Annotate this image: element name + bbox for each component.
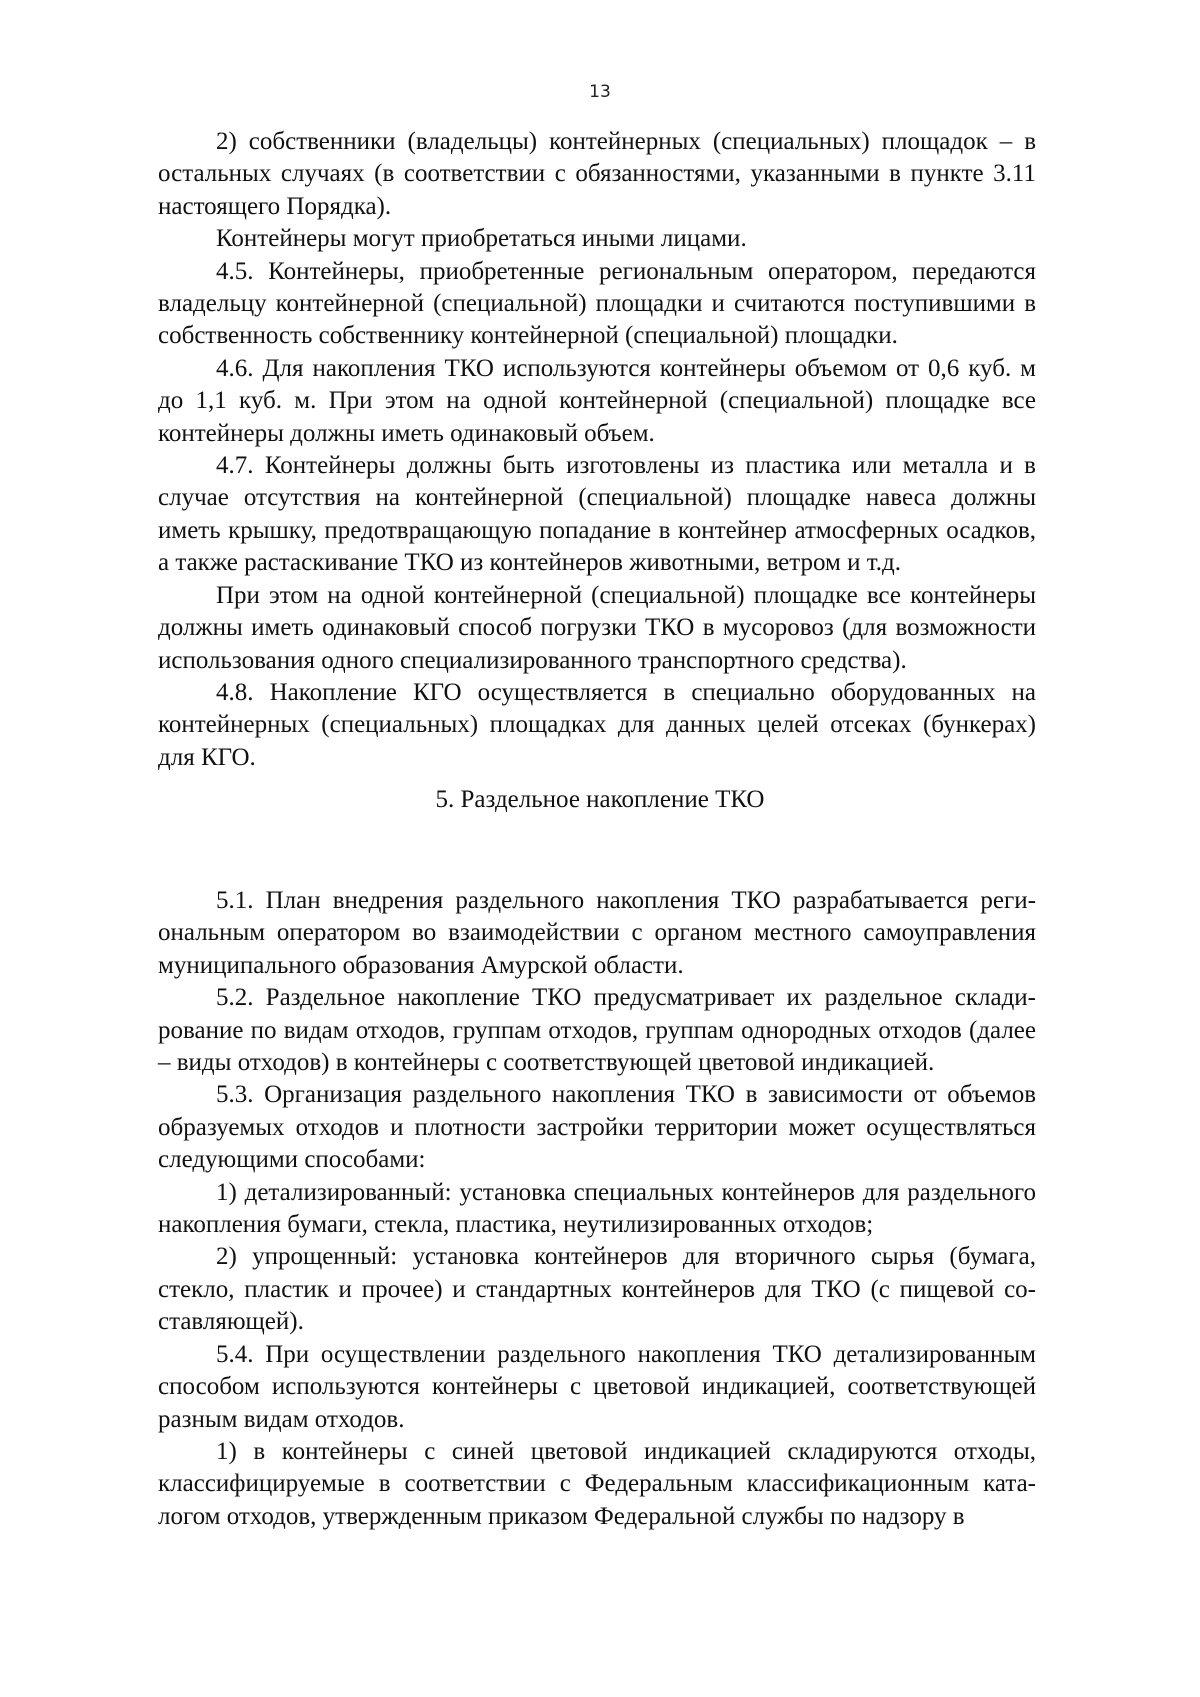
paragraph: 5.1. План внедрения раздельного накопления ТКО разрабатывается региональным оператором во взаимодействии с органом местного самоуправления муниципального образования Амурской области. (158, 887, 1036, 979)
paragraph: 1) детализированный: установка специальных контейнеров для раздельного накопления бумаги, стекла, пластика, неутилизированных отходов; (158, 1178, 1036, 1239)
paragraph: 4.7. Контейнеры должны быть изготовлены из пластика или металла и в случае отсутствия на контейнерной (специальной) площадке навеса должны иметь крышку, предотвращающую попадание в контейнер атмосферных осадков, а также растаскивание ТКО из контейнеров животными, ветром и т.д. (158, 452, 1036, 577)
paragraph: 4.5. Контейнеры, приобретенные региональным оператором, передаются владельцу контейнерной (специальной) площадки и считаются поступившими в собственность собственнику контейнерной (специальной) площадки. (158, 257, 1036, 350)
paragraph: 4.8. Накопление КГО осуществляется в специально оборудованных на контейнерных (специальных) площадках для данных целей отсеках (бункерах) для КГО. (158, 678, 1036, 771)
paragraph: При этом на одной контейнерной (специальной) площадке все контейнеры должны иметь одинаковый способ погрузки ТКО в мусоровоз (для возможности использования одного специализированного транспортного средства). (158, 581, 1036, 674)
paragraph: 5.4. При осуществлении раздельного накопления ТКО детализированным способом используются контейнеры с цветовой индикацией, соответствующей разным видам отходов. (158, 1340, 1036, 1433)
paragraph: 2) упрощенный: установка контейнеров для вторичного сырья (бумага, стекло, пластик и прочее) и стандартных контейнеров для ТКО (с пищевой составляющей). (158, 1243, 1036, 1336)
paragraph: 2) собственники (владельцы) контейнерных (специальных) площадок – в остальных случаях (в соответствии с обязанностями, указанными в пункте 3.11 настоящего Порядка). (158, 128, 1036, 220)
text-block-top (158, 126, 1036, 774)
paragraph: 5.2. Раздельное накопление ТКО предусматривает их раздельное складирование по видам отходов, группам отходов, группам однородных отходов (далее – виды отходов) в контейнеры с соответствующей цветовой индикацией. (158, 984, 1036, 1077)
paragraph: 1) в контейнеры с синей цветовой индикацией складируются отходы, классифицируемые в соответствии с Федеральным классификационным каталогом отходов, утвержденным приказом Федеральной службы по надзору в (158, 1437, 1036, 1530)
paragraph: Контейнеры могут приобретаться иными лицами. (216, 225, 747, 253)
paragraph: 5.3. Организация раздельного накопления ТКО в зависимости от объемов образуемых отходов и плотности застройки территории может осуществляться следующими способами: (158, 1081, 1036, 1174)
paragraph: 4.6. Для накопления ТКО используются контейнеры объемом от 0,6 куб. м до 1,1 куб. м. При этом на одной контейнерной (специальной) площадке все контейнеры должны иметь одинаковый объем. (158, 354, 1036, 447)
page-number: 13 (589, 82, 611, 102)
text-block-bottom (158, 885, 1036, 1533)
section-heading: 5. Раздельное накопление ТКО (435, 786, 765, 813)
